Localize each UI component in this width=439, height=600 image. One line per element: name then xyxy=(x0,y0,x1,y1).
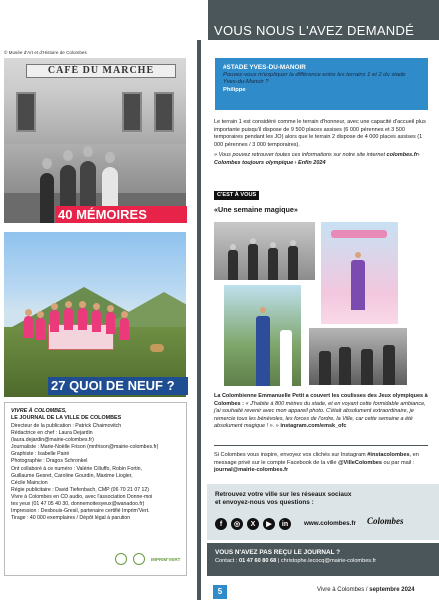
journal-email[interactable]: journal@mairie-colombes.fr xyxy=(214,467,289,474)
pink-parasol xyxy=(331,230,387,238)
photo-credit: © Musée d'Art et d'Histoire de Colombes xyxy=(4,50,87,55)
instagram-icon[interactable]: ◎ xyxy=(231,518,243,530)
question-author: Philippe xyxy=(223,86,246,93)
colophon-line: Cécile Maincion xyxy=(11,479,48,486)
memoires-label: MÉMOIRES xyxy=(76,207,147,222)
colophon-line: (laura.dejardin@mairie-colombes.fr) xyxy=(11,437,94,444)
reference-arrow-icon: » xyxy=(214,152,219,159)
youtube-icon[interactable]: ▶ xyxy=(263,518,275,530)
reference-link[interactable]: colombes.fr› Colombes toujours olympique › Enfin 2024 xyxy=(214,152,420,166)
article-quote xyxy=(214,393,428,431)
facebook-handle[interactable]: @VilleColombes xyxy=(338,459,382,466)
person-head xyxy=(83,146,93,157)
social-box xyxy=(207,484,439,540)
gallery-photo-band[interactable] xyxy=(309,328,407,385)
page-number: 5 xyxy=(213,585,227,599)
social-icons xyxy=(215,518,291,530)
journal-title: VOUS N'AVEZ PAS REÇU LE JOURNAL ? xyxy=(215,549,341,556)
person-figure xyxy=(40,173,54,223)
colombes-logo: Colombes xyxy=(367,516,404,526)
social-subtitle: et envoyez-nous vos questions : xyxy=(215,499,314,506)
colophon-line: Ont collaboré à ce numéro : Valérie Cilluffo, Robin Fortin, xyxy=(11,465,142,472)
question-hashtag: #STADE YVES-DU-MANOIR xyxy=(223,64,306,71)
hikers-photo[interactable] xyxy=(4,232,186,397)
question-text: Pouvez-vous m'expliquer la différence entre les terrains 1 et 2 du stade Yves-du-Manoir ? xyxy=(223,72,406,86)
hiker xyxy=(120,318,129,340)
separator: | xyxy=(277,558,281,564)
quote-text: « J'habite à 800 mètres du stade, et en voyant cette formidable ambiance, j'ai souhaité revenir avec mon appareil photo. C'était absolument extraordinaire, je remercie tous les bénévoles, les forces de l'ordre, la Ville, car cette semaine a été absolument magique ! ». xyxy=(214,400,426,429)
memoires-page-number: 40 xyxy=(58,207,73,222)
hiker xyxy=(78,308,87,330)
colophon-line: Rédactrice en chef : Laura Dejardin xyxy=(11,430,93,437)
publication-name: Vivre à Colombes / xyxy=(317,587,368,593)
reference-text: Vous pouvez retrouver toutes ces informations sur notre site internet xyxy=(218,152,386,159)
publication-date: septembre 2024 xyxy=(369,587,415,593)
imprimvert-logo-icon xyxy=(133,553,145,565)
imprimvert-label: IMPRIM'VERT xyxy=(151,556,181,562)
person-head xyxy=(42,158,52,169)
footer-publication xyxy=(317,587,415,593)
person-figure xyxy=(268,248,278,280)
instagram-link[interactable]: instagram.com/emsk_ofc xyxy=(280,423,347,429)
recycle-logo-icon xyxy=(115,553,127,565)
supporter-figure xyxy=(256,316,270,386)
colophon-line: Régie publicitaire : David Tiefenbach, CMP (06 70 21 07 12) xyxy=(11,486,150,493)
quote-intro: La Colombienne Emmanuelle Petit a couvert les coulisses des Jeux olympiques à Colombes : xyxy=(214,393,428,407)
contact-email[interactable]: christophe.lecocq@mairie-colombes.fr xyxy=(280,558,377,564)
colophon-line: Photographie : Dragos Schronkel xyxy=(11,458,88,465)
facebook-icon[interactable]: f xyxy=(215,518,227,530)
section-tag: C'EST À VOUS xyxy=(214,191,259,200)
hiker xyxy=(92,310,101,332)
linkedin-icon[interactable]: in xyxy=(279,518,291,530)
colophon-line: Graphiste : Isabelle Pairé xyxy=(11,451,70,458)
archive-photo-cafe[interactable] xyxy=(4,58,186,223)
gallery-photo-crowd[interactable] xyxy=(214,222,315,280)
insta-text: Si Colombes vous inspire, envoyez vos clichés sur Instagram xyxy=(214,452,366,458)
colophon-line: Guillaume Gesret, Caroline Gourdin, Maxime Liogier, xyxy=(11,472,133,479)
hiker xyxy=(50,310,59,332)
gallery-photo-supporter[interactable] xyxy=(224,285,301,386)
insta-text: , en message privé sur le compte Facebook de la ville xyxy=(214,452,419,466)
insta-hashtag[interactable]: #instacolombes xyxy=(367,452,410,458)
person-figure xyxy=(248,244,258,280)
person-head xyxy=(250,238,256,244)
person-figure xyxy=(288,246,298,280)
colophon-title: VIVRE À COLOMBES, xyxy=(11,408,67,414)
colophon-subtitle: LE JOURNAL DE LA VILLE DE COLOMBES xyxy=(11,415,122,421)
colophon-line: Directeur de la publication : Patrick Chaimovitch xyxy=(11,423,122,429)
cafe-sign: CAFÉ DU MARCHE xyxy=(26,64,176,78)
column-divider xyxy=(197,40,201,600)
x-icon[interactable]: X xyxy=(247,518,259,530)
contact-prefix: Contact : xyxy=(215,558,238,564)
article-title: «Une semaine magique» xyxy=(214,205,298,214)
left-column xyxy=(0,0,195,600)
cafe-window xyxy=(154,92,174,132)
person-figure xyxy=(228,250,238,280)
colophon-line: Journaliste : Marie-Noëlle Frison (mnfrison@mairie-colombes.fr) xyxy=(11,444,159,451)
cafe-window xyxy=(16,92,36,132)
memoires-band[interactable] xyxy=(56,206,187,223)
musician-figure xyxy=(319,351,331,385)
person-head xyxy=(290,240,296,246)
journal-box xyxy=(207,543,439,576)
question-box xyxy=(215,58,428,110)
link-arrow-icon: » xyxy=(275,423,281,429)
certification-logos xyxy=(115,553,180,565)
insta-text: ou par mail : xyxy=(381,459,415,466)
gallery-photo-performer[interactable] xyxy=(321,222,398,324)
divider-line xyxy=(214,445,428,446)
answer-block xyxy=(214,119,428,168)
person-figure xyxy=(280,330,292,386)
news-band[interactable]: 27 QUOI DE NEUF ? xyxy=(48,377,188,395)
instagram-callout xyxy=(214,452,428,475)
person-head xyxy=(105,152,115,163)
person-head xyxy=(63,150,73,161)
person-head xyxy=(230,244,236,250)
hiker xyxy=(36,318,45,340)
social-title: Retrouvez votre ville sur les réseaux sociaux xyxy=(215,491,352,498)
performer-figure xyxy=(351,260,365,310)
colophon-line: Tirage : 40 000 exemplaires / Dépôt légal à parution xyxy=(11,515,131,522)
colophon-line: tes yeux (01 47 05 40 30, donnemoitesyeux@wanadoo.fr) xyxy=(11,501,145,508)
website-link[interactable]: www.colombes.fr xyxy=(304,520,356,527)
answer-reference xyxy=(214,152,428,167)
supporter-head xyxy=(260,307,266,313)
musician-figure xyxy=(383,345,395,385)
colophon-line: Impression : Desbouis-Gresil, partenaire certifié Imprim'Vert. xyxy=(11,508,150,515)
page-footer xyxy=(207,580,439,600)
musician-figure xyxy=(361,349,373,385)
musician-figure xyxy=(339,347,351,385)
journal-contact xyxy=(215,557,431,565)
performer-head xyxy=(355,252,361,258)
cafe-window xyxy=(122,92,142,132)
colophon xyxy=(4,402,187,576)
hiker xyxy=(106,312,115,334)
contact-phone[interactable]: 01 47 60 80 68 xyxy=(238,558,277,564)
person-head xyxy=(270,242,276,248)
colophon-line: Vivre à Colombes en CD audio, avec l'association Donne-moi xyxy=(11,493,153,500)
hiker xyxy=(64,308,73,330)
hiker xyxy=(24,316,33,338)
section-title: VOUS NOUS L'AVEZ DEMANDÉ xyxy=(214,23,415,38)
dog xyxy=(150,344,164,352)
answer-text: Le terrain 1 est considéré comme le terrain d'honneur, avec une capacité d'accueil plus importante puisqu'il dispose de 9 500 places assises (6 000 pérennes et 3 500 temporaires pendant les JO) alors que le terrain 2 dispose de 4 000 places assises (1 000 pérennes / 3 000 temporaires). xyxy=(214,119,426,148)
